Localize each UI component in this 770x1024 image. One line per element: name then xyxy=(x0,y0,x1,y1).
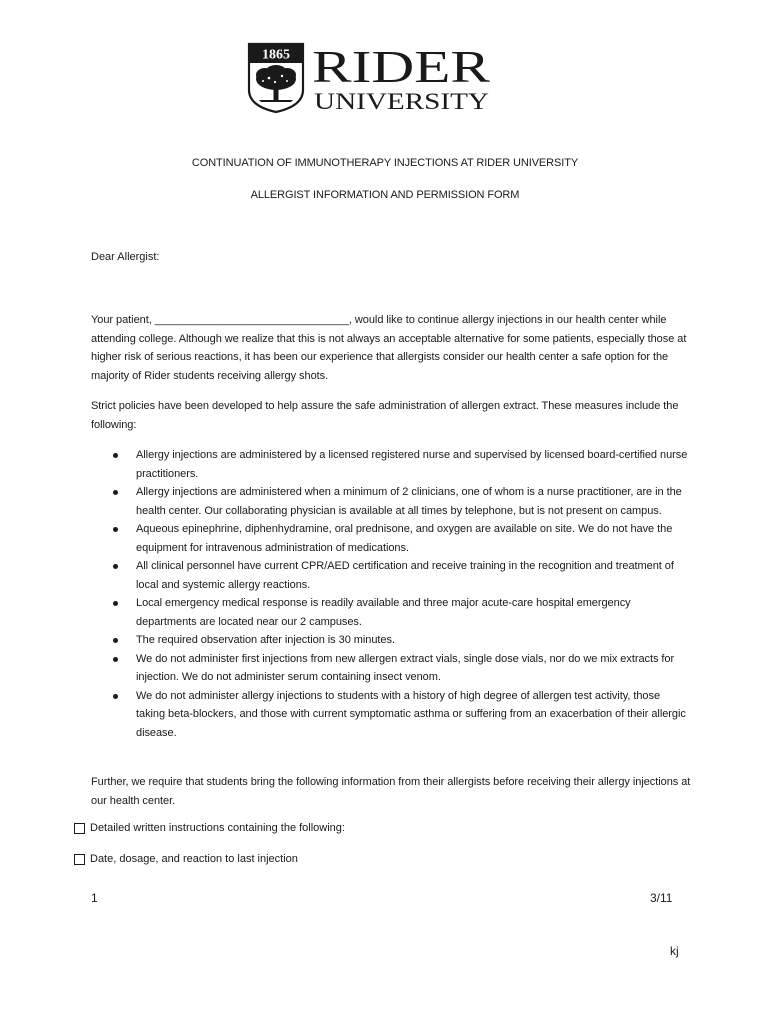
list-item: Allergy injections are administered by a licensed registered nurse and supervised by licensed board-certified nurse practitioners. xyxy=(91,446,691,483)
bullet-icon xyxy=(113,638,118,643)
page-number: 1 xyxy=(91,891,98,905)
list-item: The required observation after injection is 30 minutes. xyxy=(91,631,691,650)
bullet-icon xyxy=(113,490,118,495)
checklist-item-instructions[interactable] xyxy=(74,822,345,834)
document-title: CONTINUATION OF IMMUNOTHERAPY INJECTIONS AT RIDER UNIVERSITY xyxy=(191,157,579,169)
list-item: We do not administer allergy injections to students with a history of high degree of allergen test activity, those taking beta-blockers, and those with current symptomatic asthma or suffering from an exacerbation of their allergic disease. xyxy=(91,687,691,743)
logo-name-rider: RIDER xyxy=(312,42,491,92)
bullet-icon xyxy=(113,694,118,699)
list-item: Aqueous epinephrine, diphenhydramine, oral prednisone, and oxygen are available on site. We do not have the equipment for intravenous administration of medications. xyxy=(91,520,691,557)
salutation: Dear Allergist: xyxy=(91,251,160,263)
list-item: We do not administer first injections from new allergen extract vials, single dose vials, nor do we mix extracts for injection. We do not administer serum containing insect venom. xyxy=(91,650,691,687)
list-item: All clinical personnel have current CPR/AED certification and receive training in the recognition and treatment of local and systemic allergy reactions. xyxy=(91,557,691,594)
logo-year: 1865 xyxy=(262,47,290,63)
checkbox-icon[interactable] xyxy=(74,854,85,865)
bullet-icon xyxy=(113,527,118,532)
bullet-icon xyxy=(113,564,118,569)
bullet-icon xyxy=(113,601,118,606)
rider-university-logo xyxy=(247,42,497,114)
list-item: Local emergency medical response is readily available and three major acute-care hospital emergency departments are located near our 2 campuses. xyxy=(91,594,691,631)
bullet-icon xyxy=(113,657,118,662)
revision-date: 3/11 xyxy=(650,891,673,905)
bullet-icon xyxy=(113,453,118,458)
logo-name-university: UNIVERSITY xyxy=(314,89,490,114)
document-subtitle: ALLERGIST INFORMATION AND PERMISSION FORM xyxy=(250,189,520,201)
requirements-paragraph: Further, we require that students bring the following information from their allergists before receiving their allergy injections at our health center. xyxy=(91,776,691,807)
policy-list xyxy=(91,446,691,742)
checklist-label: Detailed written instructions containing the following: xyxy=(90,822,345,834)
checkbox-icon[interactable] xyxy=(74,823,85,834)
intro-paragraph: Your patient, ________________________________, would like to continue allergy injections in our health center while attending college. Although we realize that this is not always an acceptable alternative for some patients, especially those at higher risk of serious reactions, it has been our experience that allergists consider our health center a safe option for the majority of Rider students receiving allergy shots. xyxy=(91,314,687,382)
list-item: Allergy injections are administered when a minimum of 2 clinicians, one of whom is a nurse practitioner, are in the health center. Our collaborating physician is available at all times by telephone, but is not present on campus. xyxy=(91,483,691,520)
author-initials: kj xyxy=(670,944,679,958)
checklist-item-last-injection[interactable] xyxy=(74,853,298,865)
checklist-label: Date, dosage, and reaction to last injection xyxy=(90,853,298,865)
policies-paragraph: Strict policies have been developed to help assure the safe administration of allergen extract. These measures include the following: xyxy=(91,400,679,431)
